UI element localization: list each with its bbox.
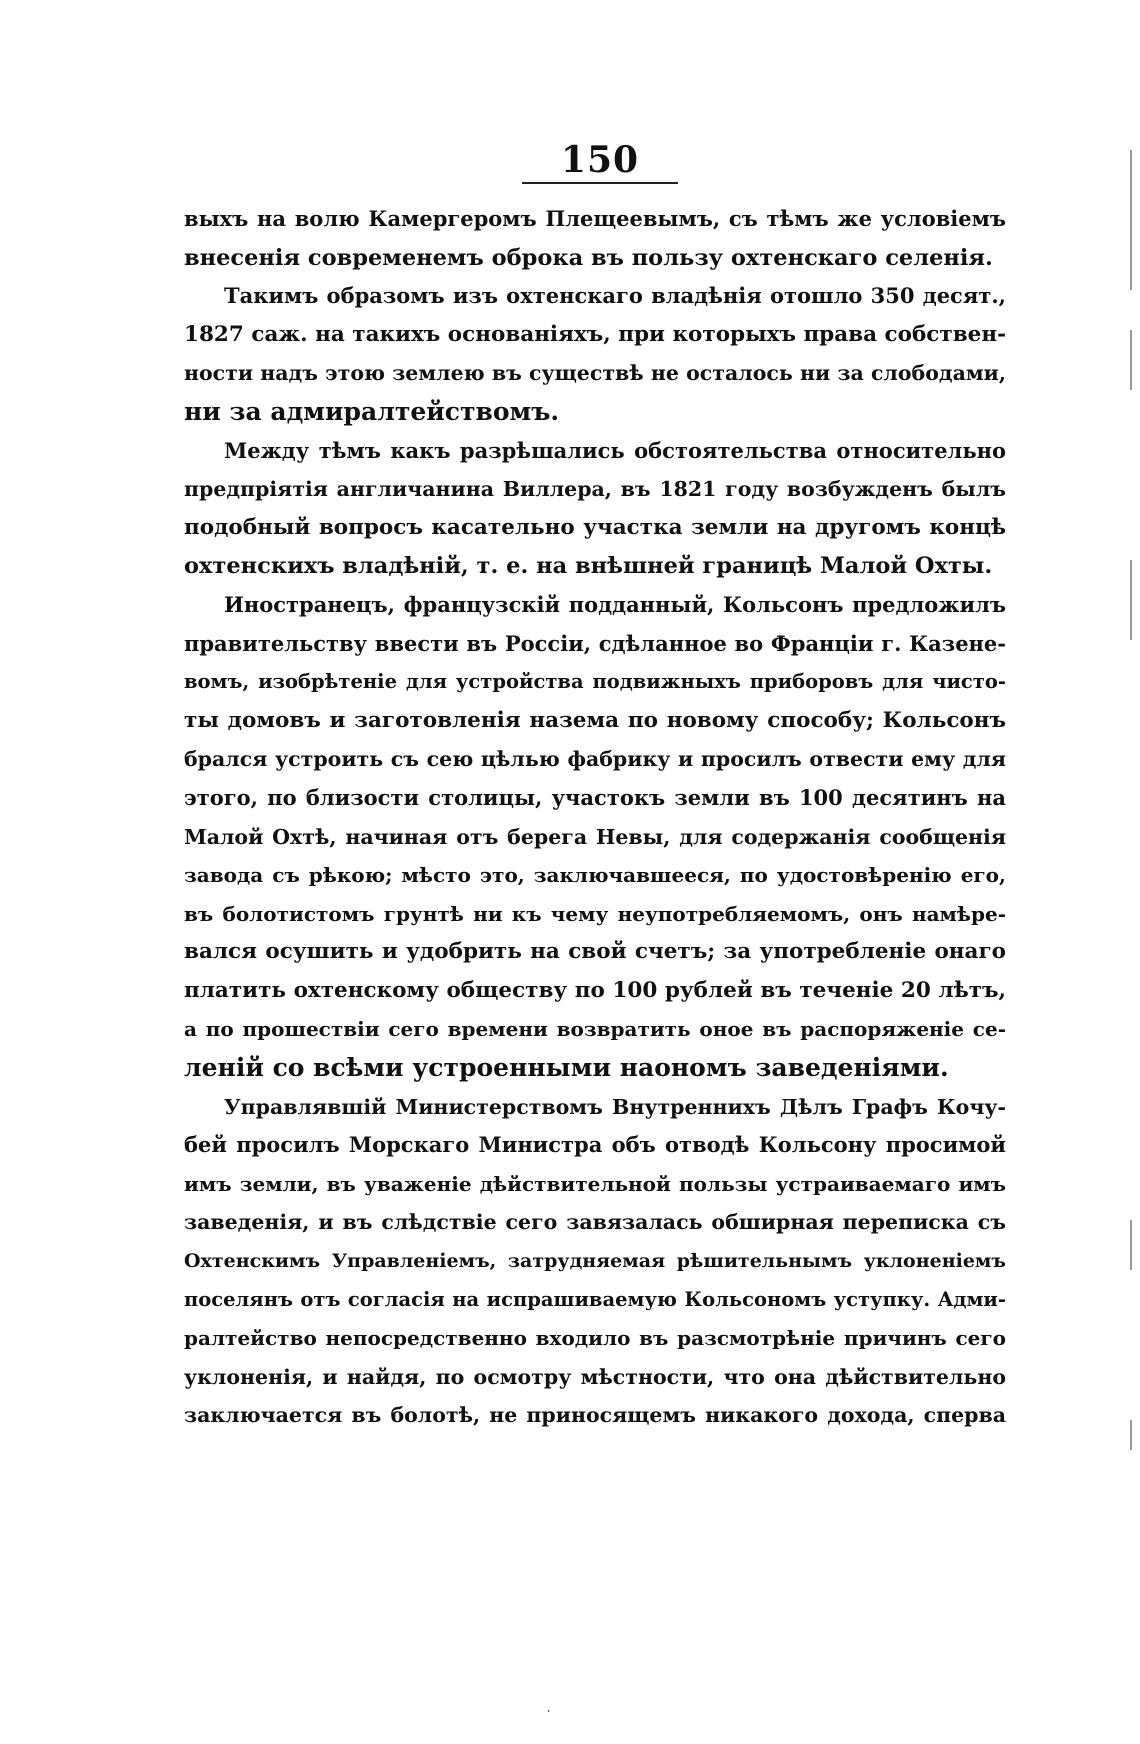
text-line: Охтенскимъ Управленіемъ, затрудняемая рѣшительнымъ уклоненіемъ: [184, 1250, 1006, 1273]
text-line: заключается въ болотѣ, не приносящемъ никакого дохода, сперва: [184, 1403, 1006, 1428]
text-line: брался устроить съ сею цѣлью фабрику и просилъ отвести ему для: [184, 747, 1006, 772]
text-line: ты домовъ и заготовленія назема по новому способу; Кольсонъ: [184, 707, 1006, 733]
scan-edge-line: [1130, 150, 1132, 290]
text-line: поселянъ отъ согласія на испрашиваемую Кольсономъ уступку. Адми-: [184, 1287, 1006, 1311]
text-line: бей просилъ Морскаго Министра объ отводѣ Кольсону просимой: [184, 1132, 1006, 1158]
text-line: вомъ, изобрѣтеніе для устройства подвижныхъ приборовъ для чисто-: [184, 670, 1006, 694]
scan-edge-line: [1130, 330, 1132, 390]
text-line: имъ земли, въ уваженіе дѣйствительной пользы устраиваемаго имъ: [184, 1171, 1006, 1196]
text-line: 1827 саж. на такихъ основаніяхъ, при которыхъ права собствен-: [184, 321, 1006, 347]
header-rule: [522, 182, 678, 184]
text-line: правительству ввести въ Россіи, сдѣланное во Франціи г. Казене-: [184, 630, 1006, 656]
text-line: завода съ рѣкою; мѣсто это, заключавшееся, по удостовѣренію его,: [184, 863, 1006, 888]
text-line: а по прошествіи сего времени возвратить оное въ распоряженіе се-: [184, 1017, 1006, 1042]
text-line: вался осушить и удобрить на свой счетъ; за употребленіе онаго: [184, 939, 1006, 965]
scan-edge-line: [1130, 560, 1132, 640]
text-line: ни за адмиралтействомъ.: [184, 396, 560, 426]
page-number: 150: [560, 139, 640, 181]
scan-mark: ׅ: [540, 1689, 550, 1714]
text-line: предпріятія англичанина Виллера, въ 1821 году возбужденъ былъ: [184, 477, 1006, 502]
text-line: Между тѣмъ какъ разрѣшались обстоятельства относительно: [224, 437, 1006, 463]
text-line: Управлявшій Министерствомъ Внутреннихъ Дѣлъ Графъ Кочу-: [224, 1094, 1006, 1119]
text-line: подобный вопросъ касательно участка земли на другомъ концѣ: [184, 514, 1006, 540]
text-line: этого, по близости столицы, участокъ земли въ 100 десятинъ на: [184, 784, 1006, 810]
text-line: заведенія, и въ слѣдствіе сего завязалась обширная переписка съ: [184, 1210, 1006, 1235]
text-line: Такимъ образомъ изъ охтенскаго владѣнія отошло 350 десят.,: [224, 283, 1006, 309]
text-line: леній со всѣми устроенными наономъ заведеніями.: [184, 1053, 949, 1083]
text-line: въ болотистомъ грунтѣ ни къ чему неупотребляемомъ, онъ намѣре-: [184, 901, 1006, 926]
text-line: ности надъ этою землею въ существѣ не осталось ни за слободами,: [184, 361, 1006, 386]
scan-edge-line: [1130, 1420, 1132, 1450]
text-line: ралтейство непосредственно входило въ разсмотрѣніе причинъ сего: [184, 1326, 1006, 1351]
text-line: выхъ на волю Камергеромъ Плещеевымъ, съ тѣмъ же условіемъ: [184, 206, 1006, 231]
text-line: уклоненія, и найдя, по осмотру мѣстности, что она дѣйствительно: [184, 1364, 1006, 1389]
text-line: Иностранецъ, французскій подданный, Кольсонъ предложилъ: [224, 591, 1006, 617]
text-line: охтенскихъ владѣній, т. е. на внѣшней границѣ Малой Охты.: [184, 553, 993, 580]
text-line: Малой Охтѣ, начиная отъ берега Невы, для содержанія сообщенія: [184, 824, 1006, 849]
text-line: внесенія современемъ оброка въ пользу охтенскаго селенія.: [184, 244, 993, 271]
text-line: платить охтенскому обществу по 100 рублей въ теченіе 20 лѣтъ,: [184, 977, 1006, 1003]
body-text: [184, 200, 1006, 1435]
scan-edge-line: [1130, 1220, 1132, 1270]
